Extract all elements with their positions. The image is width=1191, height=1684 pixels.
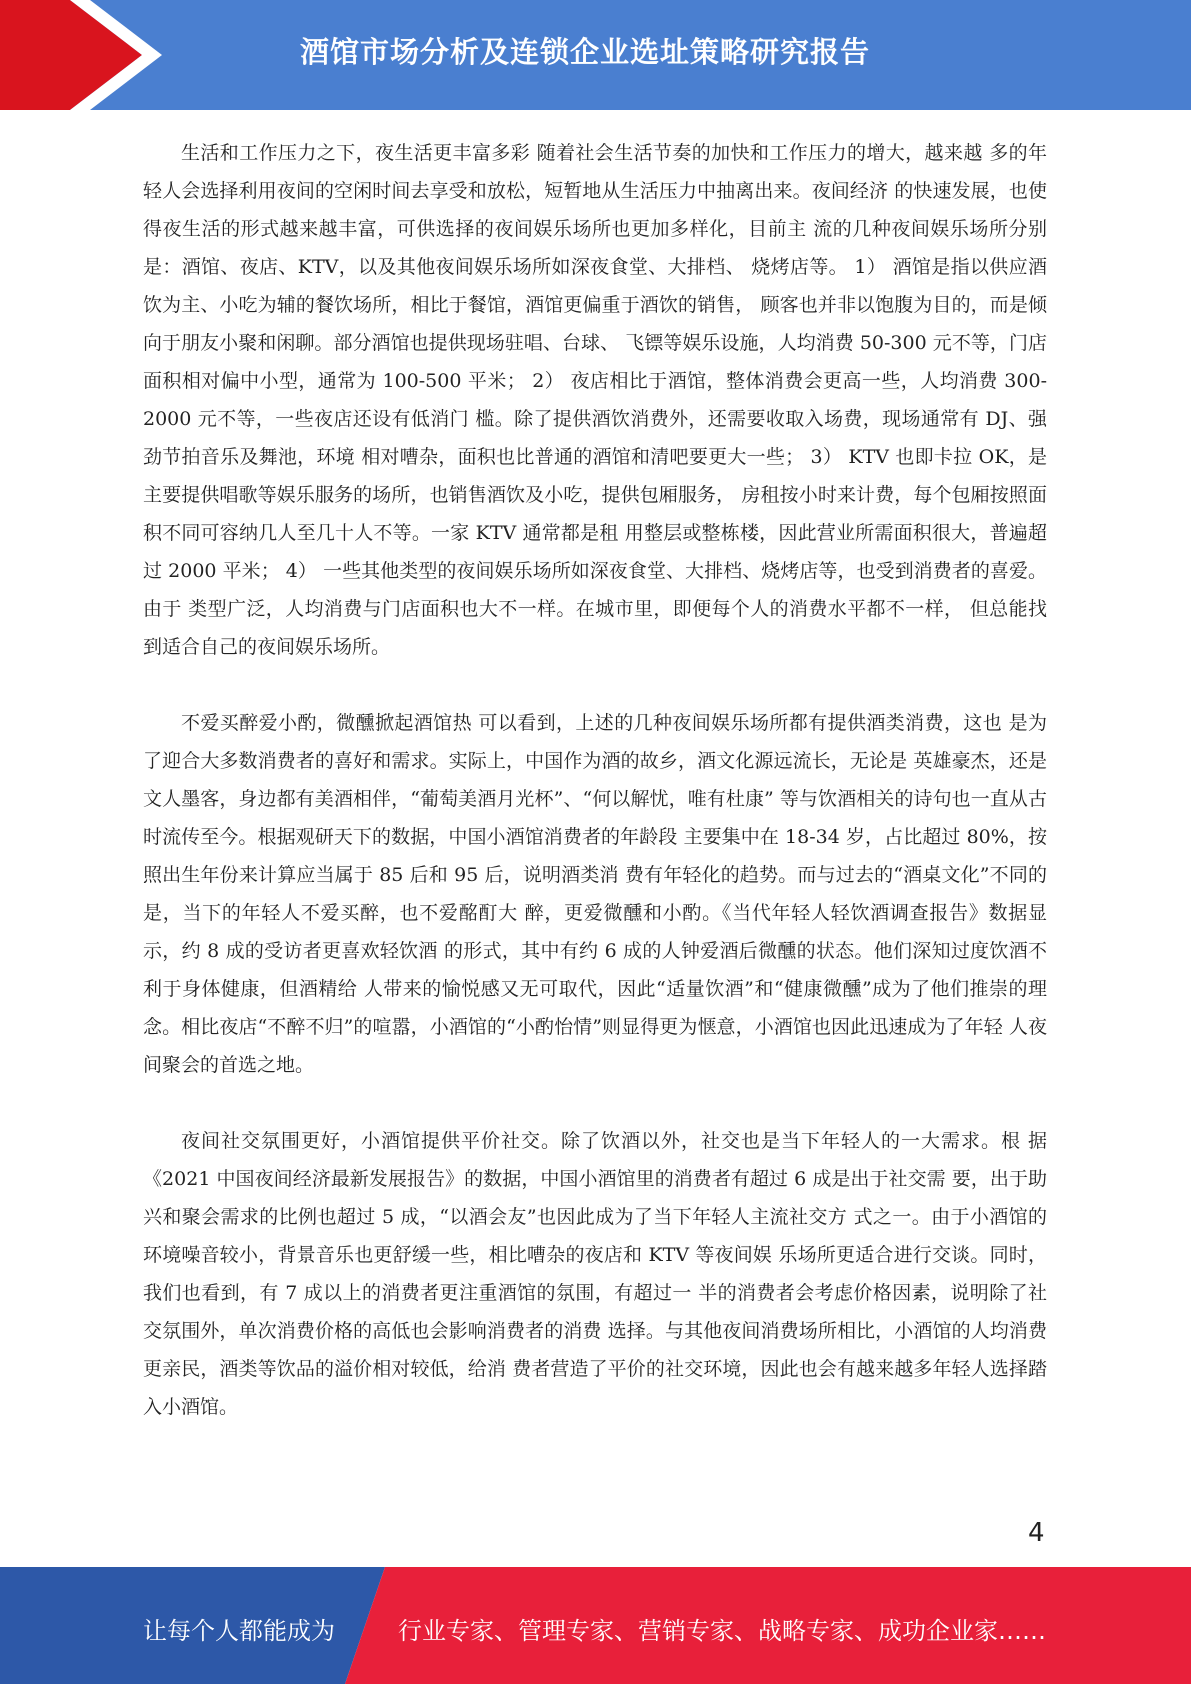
footer-slogan-left: 让每个人都能成为: [143, 1617, 335, 1645]
footer-slogan-right: 行业专家、管理专家、营销专家、战略专家、成功企业家……: [398, 1617, 1046, 1645]
page-header: [0, 0, 1191, 110]
paragraph-social: 夜间社交氛围更好，小酒馆提供平价社交。除了饮酒以外，社交也是当下年轻人的一大需求。根 据《2021 中国夜间经济最新发展报告》的数据，中国小酒馆里的消费者有超过 6 成是出于社交需 要，出于助兴和聚会需求的比例也超过 5 成，“以酒会友”也因此成为了当下年轻人主流社交方 式之一。由于小酒馆的环境噪音较小，背景音乐也更舒缓一些，相比嘈杂的夜店和 KTV 等夜间娱 乐场所更适合进行交谈。同时，我们也看到，有 7 成以上的消费者更注重酒馆的氛围，有超过一 半的消费者会考虑价格因素，说明除了社交氛围外，单次消费价格的高低也会影响消费者的消费 选择。与其他夜间消费场所相比，小酒馆的人均消费更亲民，酒类等饮品的溢价相对较低，给消 费者营造了平价的社交环境，因此也会有越来越多年轻人选择踏入小酒馆。: [143, 1130, 1047, 1418]
page-footer: [0, 1567, 1191, 1684]
header-title: 酒馆市场分析及连锁企业选址策略研究报告: [300, 35, 871, 69]
report-body: [143, 134, 1047, 1464]
page-number: 4: [1028, 1518, 1045, 1548]
paragraph-nightlife: 生活和工作压力之下，夜生活更丰富多彩 随着社会生活节奏的加快和工作压力的增大，越来越 多的年轻人会选择利用夜间的空闲时间去享受和放松，短暂地从生活压力中抽离出来。夜间经济 的快速发展，也使得夜生活的形式越来越丰富，可供选择的夜间娱乐场所也更加多样化，目前主 流的几种夜间娱乐场所分别是：酒馆、夜店、KTV，以及其他夜间娱乐场所如深夜食堂、大排档、 烧烤店等。 1） 酒馆是指以供应酒饮为主、小吃为辅的餐饮场所，相比于餐馆，酒馆更偏重于酒饮的销售， 顾客也并非以饱腹为目的，而是倾向于朋友小聚和闲聊。部分酒馆也提供现场驻唱、台球、 飞镖等娱乐设施，人均消费 50-300 元不等，门店面积相对偏中小型，通常为 100-500 平米； 2） 夜店相比于酒馆，整体消费会更高一些，人均消费 300-2000 元不等，一些夜店还设有低消门 槛。除了提供酒饮消费外，还需要收取入场费，现场通常有 DJ、强劲节拍音乐及舞池，环境 相对嘈杂，面积也比普通的酒馆和清吧要更大一些； 3） KTV 也即卡拉 OK，是主要提供唱歌等娱乐服务的场所，也销售酒饮及小吃，提供包厢服务， 房租按小时来计费，每个包厢按照面积不同可容纳几人至几十人不等。一家 KTV 通常都是租 用整层或整栋楼，因此营业所需面积很大，普遍超过 2000 平米； 4） 一些其他类型的夜间娱乐场所如深夜食堂、大排档、烧烤店等，也受到消费者的喜爱。由于 类型广泛，人均消费与门店面积也大不一样。在城市里，即便每个人的消费水平都不一样， 但总能找到适合自己的夜间娱乐场所。: [143, 142, 1047, 658]
paragraph-light-drinking: 不爱买醉爱小酌，微醺掀起酒馆热 可以看到，上述的几种夜间娱乐场所都有提供酒类消费，这也 是为了迎合大多数消费者的喜好和需求。实际上，中国作为酒的故乡，酒文化源远流长，无论是 英雄豪杰，还是文人墨客，身边都有美酒相伴，“葡萄美酒月光杯”、“何以解忧，唯有杜康” 等与饮酒相关的诗句也一直从古时流传至今。根据观研天下的数据，中国小酒馆消费者的年龄段 主要集中在 18-34 岁，占比超过 80%，按照出生年份来计算应当属于 85 后和 95 后，说明酒类消 费有年轻化的趋势。而与过去的“酒桌文化”不同的是，当下的年轻人不爱买醉，也不爱酩酊大 醉，更爱微醺和小酌。《当代年轻人轻饮酒调查报告》数据显示，约 8 成的受访者更喜欢轻饮酒 的形式，其中有约 6 成的人钟爱酒后微醺的状态。他们深知过度饮酒不利于身体健康，但酒精给 人带来的愉悦感又无可取代，因此“适量饮酒”和“健康微醺”成为了他们推崇的理念。相比夜店“不醉不归”的喧嚣，小酒馆的“小酌怡情”则显得更为惬意，小酒馆也因此迅速成为了年轻 人夜间聚会的首选之地。: [143, 712, 1047, 1076]
